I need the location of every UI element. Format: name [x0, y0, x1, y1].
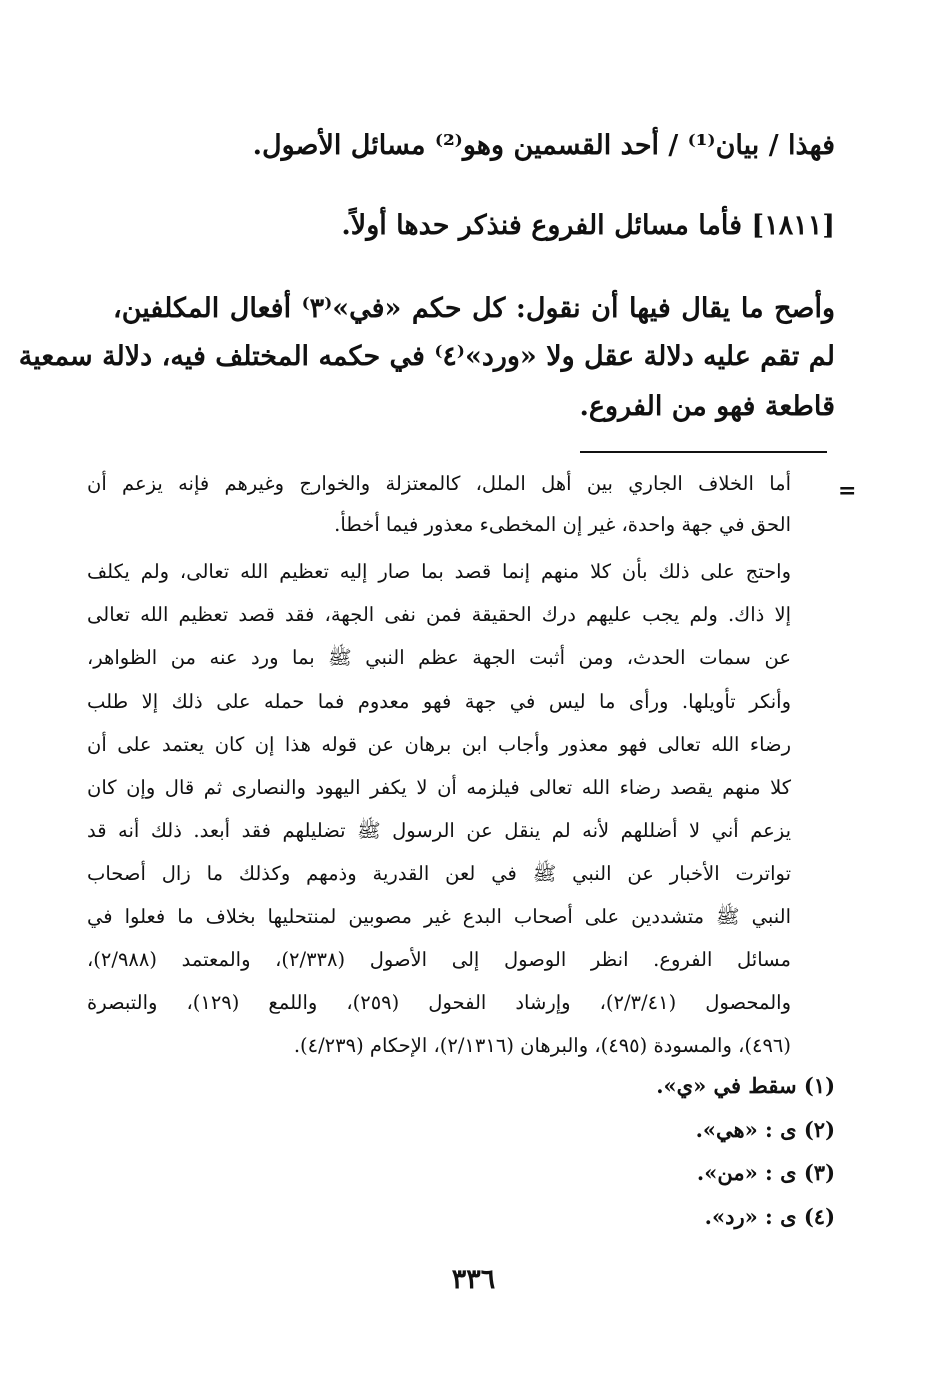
footnote-line: مسائل الفروع. انظر الوصول إلى الأصول (٢/٣٣٨)، والمعتمد (٢/٩٨٨)، — [87, 948, 791, 971]
footnote-4: (٤) ى : «رد». — [704, 1204, 835, 1229]
footnote-2: (٢) ى : «هي». — [695, 1117, 835, 1142]
main-text-line-5: قاطعة فهو من الفروع. — [579, 391, 835, 422]
footnote-line: (٤٩٦)، والمسودة (٤٩٥)، والبرهان (٢/١٣١٦)، الإحكام (٤/٢٣٩). — [293, 1034, 791, 1057]
main-text-line-1: فهذا / بيان⁽¹⁾ / أحد القسمين وهو⁽²⁾ مسائل الأصول. — [252, 130, 835, 161]
paragraph-number-line: [١٨١١] فأما مسائل الفروع فنذكر حدها أولاً. — [341, 210, 835, 241]
footnote-line: والمحصول (٢/٣/٤١)، وإرشاد الفحول (٢٥٩)، واللمع (١٢٩)، والتبصرة — [87, 991, 791, 1014]
footnote-line: واحتج على ذلك بأن كلا منهم إنما قصد بما صار إليه تعظيم الله تعالى، ولم يكلف — [87, 560, 791, 583]
footnote-3: (٣) ى : «من». — [696, 1160, 835, 1185]
main-text-line-4: لم تقم عليه دلالة عقل ولا «ورد»⁽٤⁾ في حكمه المختلف فيه، دلالة سمعية — [18, 341, 835, 372]
footnote-line: الحق في جهة واحدة، غير إن المخطىء معذور فيما أخطأ. — [334, 513, 791, 536]
footnote-line: كلا منهم يقصد رضاء الله تعالى فيلزمه أن لا يكفر اليهود والنصارى ثم قال وإن كان — [87, 776, 791, 799]
footnote-line: عن سمات الحدث، ومن أثبت الجهة عظم النبي ﷺ بما ورد عنه من الظواهر، — [87, 646, 791, 669]
main-text-line-3: وأصح ما يقال فيها أن نقول: كل حكم «في»⁽٣⁾ أفعال المكلفين، — [113, 293, 835, 324]
footnote-line: وأنكر تأويلها. ورأى ما ليس في جهة فهو معدوم فما حمله على ذلك إلا طلب — [87, 690, 791, 713]
footnote-separator — [580, 451, 827, 453]
footnote-line: يزعم أني لا أضللهم لأنه لم ينقل عن الرسول ﷺ تضليلهم فقد أبعد. ذلك أنه قد — [87, 819, 791, 842]
footnote-line: أما الخلاف الجاري بين أهل الملل، كالمعتزلة والخوارج وغيرهم فإنه يزعم أن — [87, 472, 791, 495]
footnote-line: إلا ذاك. ولم يجب عليهم درك الحقيقة فمن نفى الجهة، فقد قصد تعظيم الله تعالى — [87, 603, 791, 626]
footnote-line: النبي ﷺ متشددين على أصحاب البدع غير مصوبين لمنتحليها بخلاف ما فعلوا في — [87, 905, 791, 928]
footnote-line: رضاء الله تعالى فهو معذور وأجاب ابن برهان عن قوله هذا إن كان يعتمد على أن — [87, 733, 791, 756]
continuation-mark: = — [838, 478, 857, 504]
footnote-1: (١) سقط في «ي». — [656, 1073, 835, 1098]
footnote-line: تواترت الأخبار عن النبي ﷺ في لعن القدرية وذمهم وكذلك ما زال أصحاب — [87, 862, 791, 885]
page-number: ٣٣٦ — [451, 1264, 496, 1295]
